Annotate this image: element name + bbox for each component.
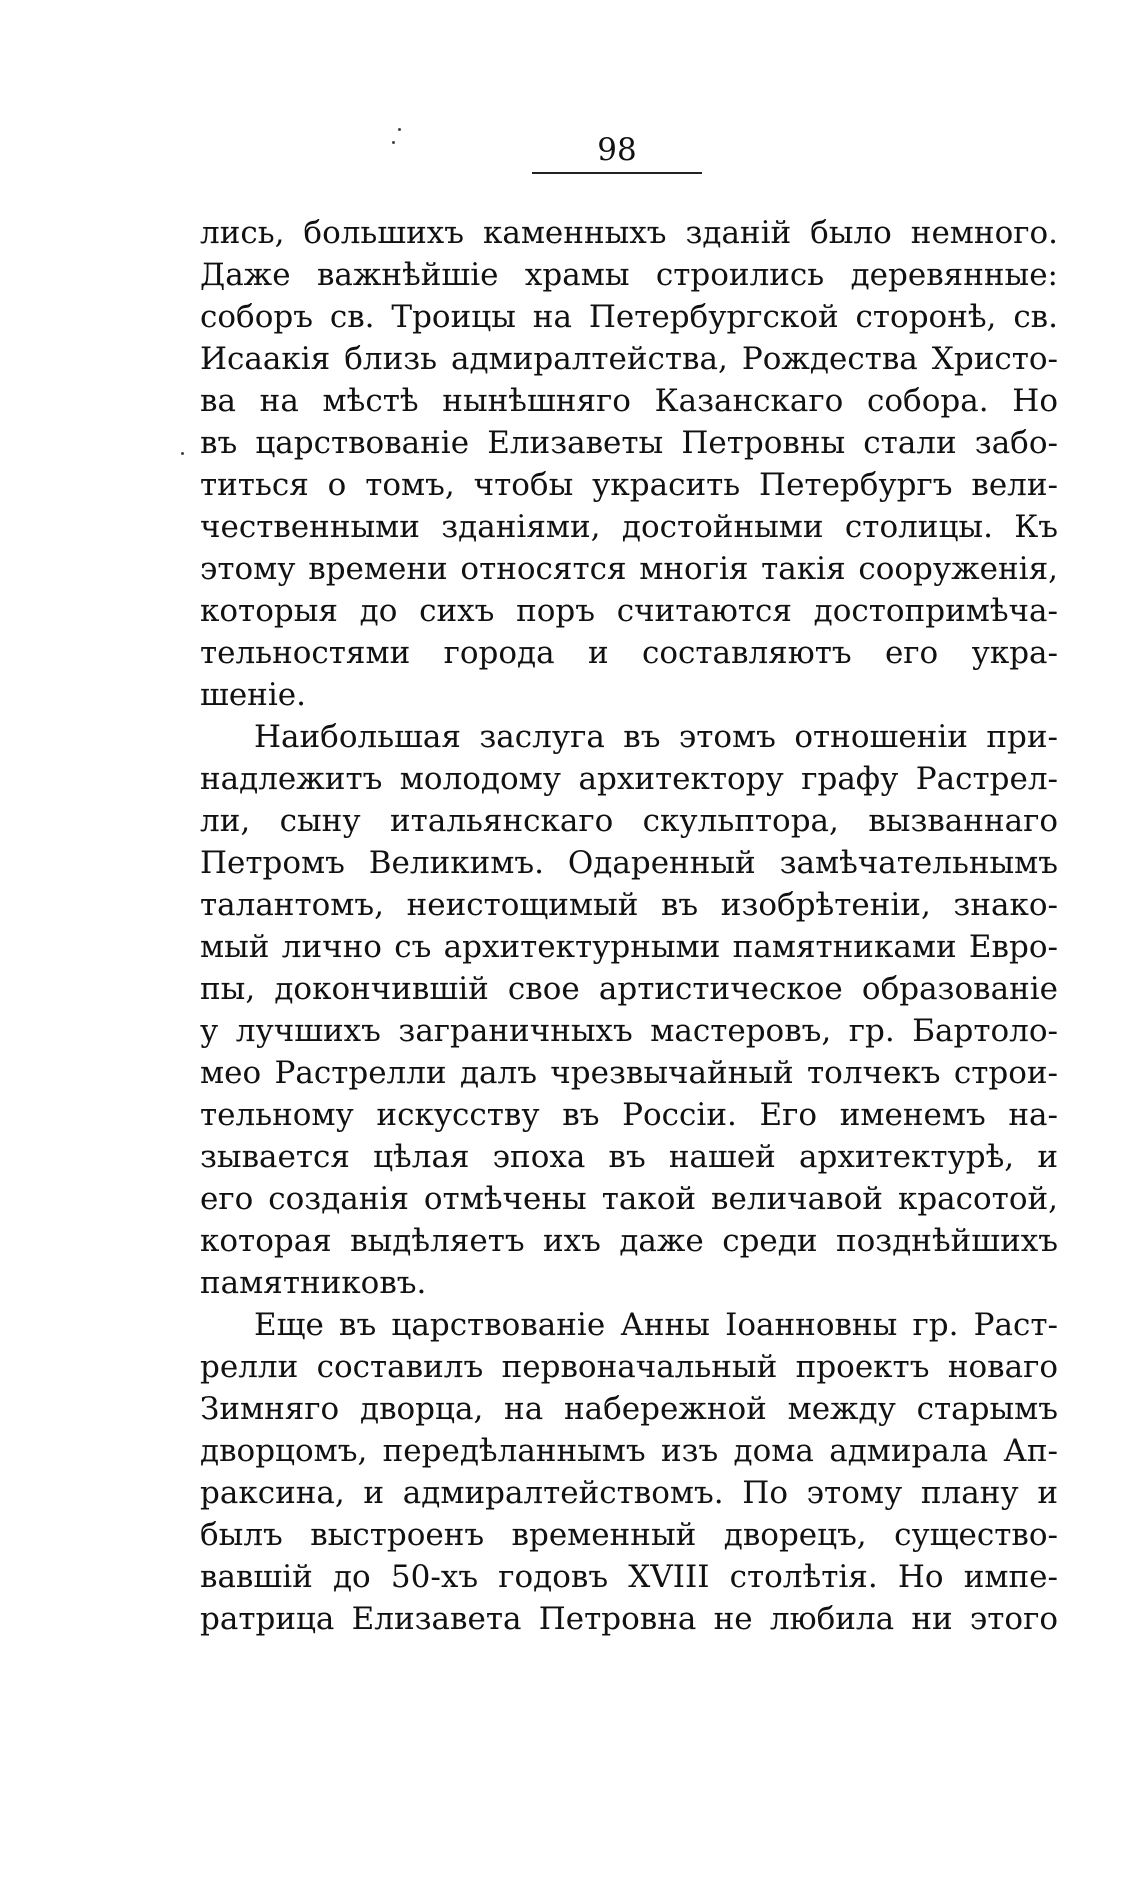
paragraph-3 xyxy=(200,1304,1058,1640)
text-line: въ царствованіе Елизаветы Петровны стали забо- xyxy=(200,425,1058,461)
text-line: мый лично съ архитектурными памятниками Евро- xyxy=(200,929,1058,965)
text-line: Еще въ царствованіе Анны Іоанновны гр. Раст- xyxy=(254,1307,1058,1343)
text-line: шеніе. xyxy=(200,677,306,713)
text-line: его созданія отмѣчены такой величавой красотой, xyxy=(200,1181,1058,1217)
text-line: которыя до сихъ поръ считаются достопримѣча- xyxy=(200,593,1058,629)
text-line: Исаакія близь адмиралтейства, Рождества Христо- xyxy=(200,341,1058,377)
body-text xyxy=(200,212,1058,1640)
text-line: памятниковъ. xyxy=(200,1265,427,1301)
text-line: релли составилъ первоначальный проектъ новаго xyxy=(200,1349,1058,1385)
paragraph-2 xyxy=(200,716,1058,1304)
text-line: вавшій до 50-хъ годовъ XVIII столѣтія. Но импе- xyxy=(200,1559,1058,1595)
text-line: былъ выстроенъ временный дворецъ, существо- xyxy=(200,1517,1058,1553)
text-line: чественными зданіями, достойными столицы. Къ xyxy=(200,509,1058,545)
ink-speck xyxy=(398,128,401,131)
text-line: ли, сыну итальянскаго скульптора, вызваннаго xyxy=(200,803,1058,839)
text-line: Наибольшая заслуга въ этомъ отношеніи при- xyxy=(254,719,1058,755)
text-line: этому времени относятся многія такія сооруженія, xyxy=(200,551,1058,587)
text-line: титься о томъ, чтобы украсить Петербургъ вели- xyxy=(200,467,1058,503)
ink-speck xyxy=(181,452,184,455)
text-line: тельностями города и составляютъ его укра- xyxy=(200,635,1058,671)
header-rule xyxy=(532,172,702,174)
text-line: надлежитъ молодому архитектору графу Растрел- xyxy=(200,761,1058,797)
text-line: соборъ св. Троицы на Петербургской сторонѣ, св. xyxy=(200,299,1058,335)
text-line: ва на мѣстѣ нынѣшняго Казанскаго собора. Но xyxy=(200,383,1058,419)
paragraph-1 xyxy=(200,212,1058,716)
text-line: Петромъ Великимъ. Одаренный замѣчательнымъ xyxy=(200,845,1058,881)
text-line: Даже важнѣйшіе храмы строились деревянные: xyxy=(200,257,1058,293)
text-line: дворцомъ, передѣланнымъ изъ дома адмирала Ап- xyxy=(200,1433,1058,1469)
text-line: которая выдѣляетъ ихъ даже среди позднѣйшихъ xyxy=(200,1223,1058,1259)
text-line: у лучшихъ заграничныхъ мастеровъ, гр. Бартоло- xyxy=(200,1013,1058,1049)
text-line: пы, докончившій свое артистическое образованіе xyxy=(200,971,1058,1007)
text-line: Зимняго дворца, на набережной между старымъ xyxy=(200,1391,1058,1427)
ink-speck xyxy=(392,141,395,144)
text-line: зывается цѣлая эпоха въ нашей архитектурѣ, и xyxy=(200,1139,1058,1175)
text-line: тельному искусству въ Россіи. Его именемъ на- xyxy=(200,1097,1058,1133)
text-line: ратрица Елизавета Петровна не любила ни этого xyxy=(200,1601,1058,1637)
page-number: 98 xyxy=(597,132,637,168)
text-line: лись, большихъ каменныхъ зданій было немного. xyxy=(200,215,1058,251)
text-line: талантомъ, неистощимый въ изобрѣтеніи, знако- xyxy=(200,887,1058,923)
text-line: раксина, и адмиралтействомъ. По этому плану и xyxy=(200,1475,1058,1511)
text-line: мео Растрелли далъ чрезвычайный толчекъ строи- xyxy=(200,1055,1058,1091)
